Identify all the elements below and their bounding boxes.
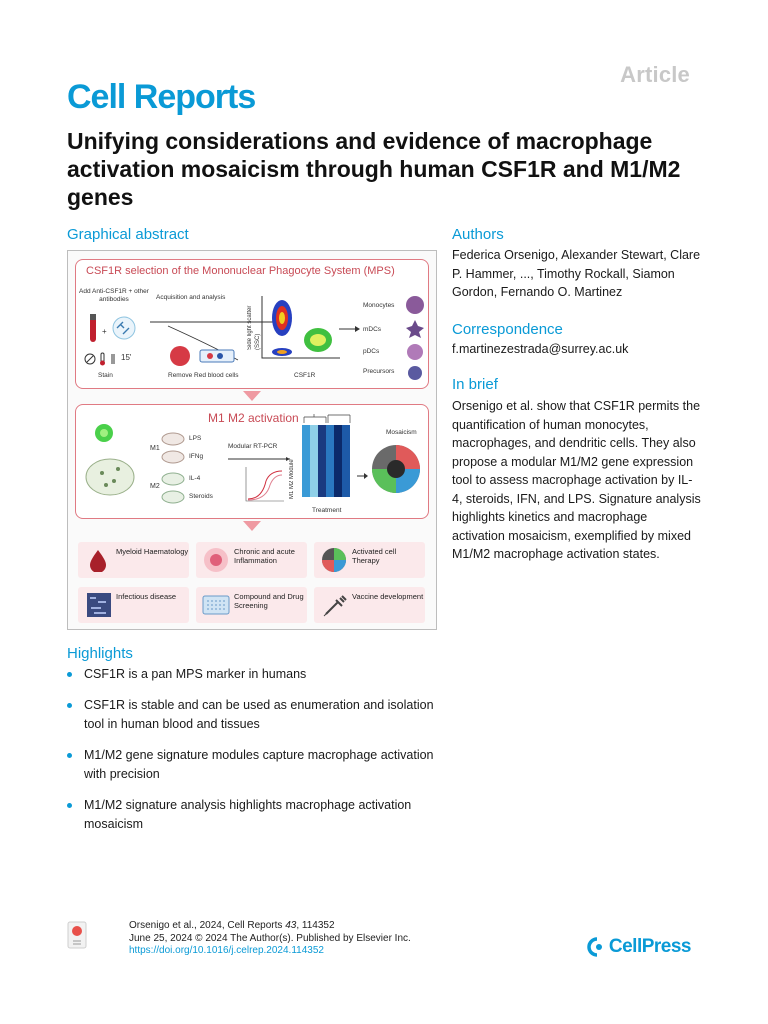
heatmap-cell [334, 481, 342, 489]
heatmap-cell [318, 425, 326, 433]
cell-type-pdcs: pDCs [363, 348, 380, 355]
heatmap-cell [326, 425, 334, 433]
arrow-down-2 [243, 521, 261, 531]
citation-line: Orsenigo et al., 2024, Cell Reports 43, 114352 [129, 920, 335, 931]
highlight-item: CSF1R is stable and can be used as enumeration and isolation tool in human blood and tissues [67, 696, 447, 733]
heatmap-cell [310, 449, 318, 457]
heatmap-cell [326, 481, 334, 489]
application-label: Activated cell Therapy [352, 547, 397, 565]
m1-label: M1 [150, 445, 160, 452]
application-label: Myeloid Haematology [116, 547, 189, 556]
cell-icons [404, 294, 426, 384]
heatmap-cell [342, 441, 350, 449]
heatmap-cell [334, 441, 342, 449]
heatmap-cell [342, 449, 350, 457]
in-brief-heading: In brief [452, 376, 498, 393]
stain-label: Stain [98, 372, 113, 379]
heatmap-cell [334, 489, 342, 497]
heatmap-cell [342, 489, 350, 497]
graphical-abstract-figure [67, 250, 437, 630]
heatmap-cell [334, 465, 342, 473]
stimulus-lps: LPS [189, 435, 202, 442]
bullet-icon [67, 672, 72, 677]
application-cell-therapy [314, 542, 425, 578]
application-label: Infectious disease [116, 592, 177, 601]
heatmap-cell [342, 465, 350, 473]
heatmap-cell [302, 465, 310, 473]
panel1-title: CSF1R selection of the Mononuclear Phagocyte System (MPS) [86, 265, 395, 277]
application-myeloid-haematology [78, 542, 189, 578]
blood-drop-icon [88, 548, 108, 572]
heatmap-cell [318, 489, 326, 497]
add-antibody-label: Add Anti-CSF1R + other antibodies [79, 288, 149, 303]
authors-list: Federica Orsenigo, Alexander Stewart, Clare P. Hammer, ..., Timothy Rockall, Siamon Gordon, Fernando O. Martinez [452, 248, 701, 299]
heatmap-cell [310, 473, 318, 481]
stimulus-il4: IL-4 [189, 475, 201, 482]
heatmap-cell [326, 433, 334, 441]
heatmap-cell [318, 433, 326, 441]
heatmap-cell [326, 457, 334, 465]
heatmap-cell [342, 433, 350, 441]
heatmap-cell [310, 441, 318, 449]
heatmap-cell [310, 465, 318, 473]
treatment-label: Treatment [312, 507, 342, 514]
article-type-label: Article [620, 62, 690, 87]
heatmap-cell [326, 489, 334, 497]
cell-type-precursors: Precursors [363, 368, 395, 375]
heatmap-cell [302, 481, 310, 489]
bullet-icon [67, 703, 72, 708]
heatmap-cell [302, 489, 310, 497]
tubes-icon [84, 310, 144, 350]
syringe-icon [322, 592, 348, 618]
rtpcr-amplification-plot [224, 451, 294, 503]
ssc-axis-label: Side light scatter (SSC) [247, 305, 261, 350]
heatmap-cell [326, 465, 334, 473]
heatmap-cell [326, 441, 334, 449]
highlight-item: M1/M2 signature analysis highlights macrophage activation mosaicism [67, 796, 447, 833]
rtpcr-label: Modular RT-PCR [228, 443, 278, 450]
citation-block [129, 920, 411, 958]
heatmap-cell [302, 449, 310, 457]
heatmap-cell [302, 457, 310, 465]
journal-logo: Cell Reports [67, 78, 256, 116]
acquisition-label: Acquisition and analysis [156, 294, 226, 301]
heatmap-cell [310, 489, 318, 497]
m2-label: M2 [150, 483, 160, 490]
in-brief-text: Orsenigo et al. show that CSF1R permits the quantification of human monocytes, macrophages, and dendritic cells. They also propose a modular M1/M2 gene expression tool to assess macrophage activation by IL-4, steroids, IFN, and LPS. Signature analysis highlights kinetics and macrophage activation mosaicism, exemplified by mixed M1/M2 macrophage activation states. [452, 399, 701, 561]
cellpress-logo-icon [585, 936, 605, 958]
publisher-name: CellPress [608, 936, 691, 957]
heatmap-cell [310, 481, 318, 489]
bullet-icon [67, 753, 72, 758]
highlights-heading: Highlights [67, 645, 133, 662]
heatmap-cell [310, 425, 318, 433]
arrow-down-1 [243, 391, 261, 401]
stimulus-dishes [160, 431, 186, 515]
panel-csf1r-selection [75, 259, 429, 389]
heatmap-cell [334, 449, 342, 457]
correspondence-heading: Correspondence [452, 321, 563, 338]
cell-type-mdcs: mDCs [363, 326, 382, 333]
heatmap-cell [342, 457, 350, 465]
application-vaccine [314, 587, 425, 623]
citation-volume: 43 [285, 920, 297, 931]
heatmap-cell [310, 457, 318, 465]
check-for-updates-icon[interactable] [66, 921, 88, 949]
heatmap-cell [302, 473, 310, 481]
panel-m1m2-activation [75, 404, 429, 519]
expression-heatmap [298, 413, 356, 505]
heatmap-cell [326, 449, 334, 457]
highlight-item: M1/M2 gene signature modules capture macrophage activation with precision [67, 746, 447, 783]
heatmap-cell [310, 433, 318, 441]
correspondence-email[interactable]: f.martinezestrada@surrey.ac.uk [452, 342, 629, 356]
heatmap-cell [342, 425, 350, 433]
graphical-abstract-heading: Graphical abstract [67, 226, 189, 243]
date-line: June 25, 2024 © 2024 The Author(s). Published by Elsevier Inc. [129, 932, 411, 944]
heatmap-cell [318, 473, 326, 481]
inflammation-icon [202, 546, 230, 574]
mosaicism-label: Mosaicism [386, 429, 417, 436]
authors-heading: Authors [452, 226, 504, 243]
flow-cytometry-plot [260, 294, 342, 360]
article-title: Unifying considerations and evidence of macrophage activation mosaicism through human CSF1R and M1/M2 genes [67, 128, 681, 210]
highlight-item: CSF1R is a pan MPS marker in humans [67, 665, 447, 684]
application-label: Chronic and acute Inflammation [234, 547, 295, 565]
remove-rbc-label: Remove Red blood cells [168, 372, 239, 379]
heatmap-cell [318, 441, 326, 449]
incubation-time: 15' [121, 353, 132, 362]
cell-type-monocytes: Monocytes [363, 302, 395, 309]
heatmap-cell [302, 441, 310, 449]
heatmap-cell [342, 473, 350, 481]
panel2-title: M1 M2 activation [208, 411, 299, 425]
bullet-icon [67, 803, 72, 808]
heatmap-cell [334, 433, 342, 441]
well-plate-icon [202, 595, 230, 615]
publisher-logo [585, 936, 691, 958]
heatmap-cell [318, 481, 326, 489]
stimulus-ifng: IFNg [189, 453, 204, 460]
application-infectious-disease [78, 587, 189, 623]
timer-icons [84, 352, 146, 366]
csf1r-axis-label: CSF1R [294, 372, 316, 379]
heatmap-cell [342, 481, 350, 489]
heatmap-cell [302, 425, 310, 433]
doi-link[interactable]: https://doi.org/10.1016/j.celrep.2024.114352 [129, 945, 324, 956]
mosaicism-cell-icon [368, 441, 424, 497]
heatmap-cell [334, 473, 342, 481]
application-inflammation [196, 542, 307, 578]
heatmap-cell [318, 457, 326, 465]
application-label: Compound and Drug Screening [234, 592, 304, 610]
pathogen-icon [86, 592, 112, 618]
stimulus-steroids: Steroids [189, 493, 213, 500]
heatmap-cell [334, 425, 342, 433]
svg-text:+: + [102, 327, 107, 336]
heatmap-cell [334, 457, 342, 465]
heatmap-cell [326, 473, 334, 481]
heatmap-cell [302, 433, 310, 441]
module-axis-label: M1 M2 Module [289, 459, 295, 499]
activated-cell-icon [320, 546, 348, 574]
arrow-to-cells [338, 324, 362, 334]
heatmap-cell [318, 449, 326, 457]
macrophage-culture-icon [84, 415, 152, 505]
application-drug-screening [196, 587, 307, 623]
heatmap-cell [318, 465, 326, 473]
application-label: Vaccine development [352, 592, 424, 601]
